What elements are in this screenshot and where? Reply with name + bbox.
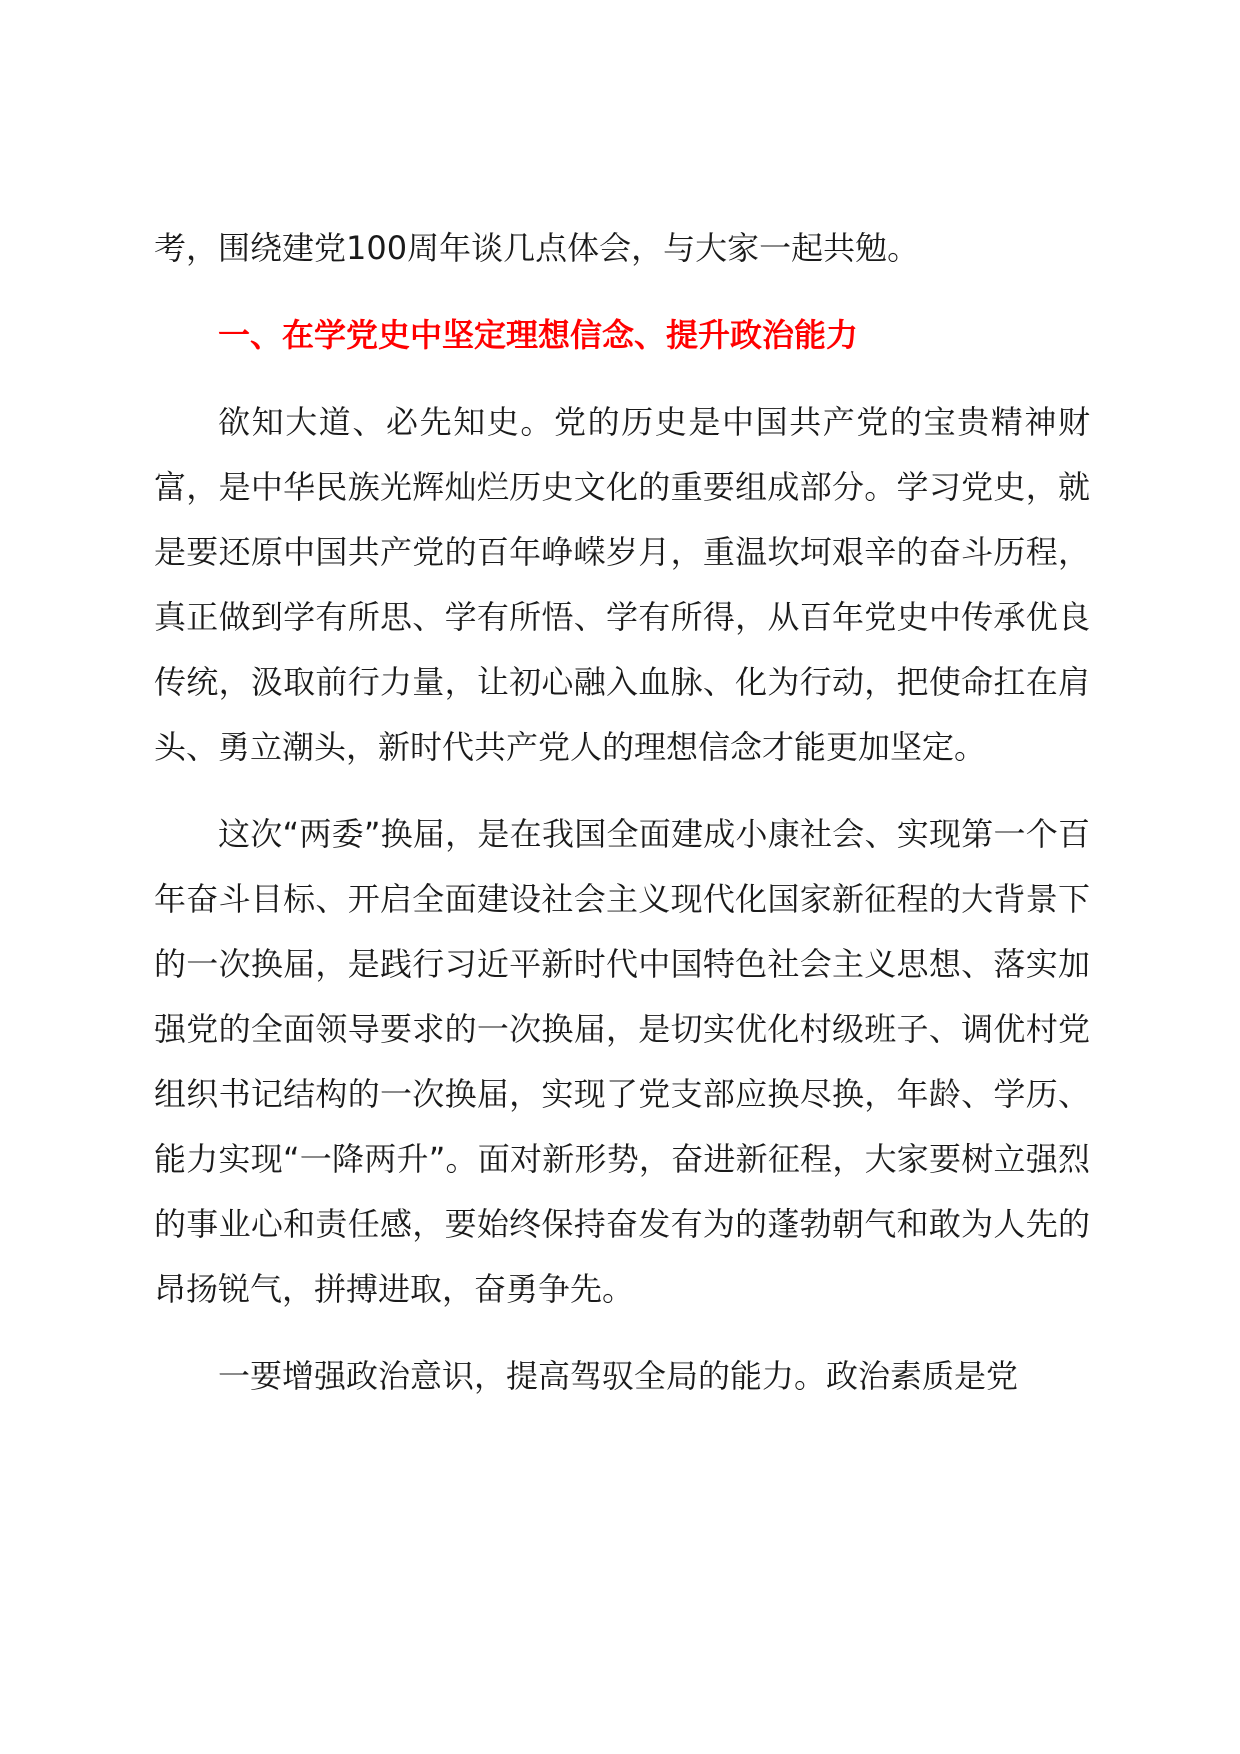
document-body	[154, 216, 1090, 1431]
body-paragraph-election: 这次“两委”换届，是在我国全面建成小康社会、实现第一个百年奋斗目标、开启全面建设社会主义现代化国家新征程的大背景下的一次换届，是践行习近平新时代中国特色社会主义思想、落实加强党的全面领导要求的一次换届，是切实优化村级班子、调优村党组织书记结构的一次换届，实现了党支部应换尽换，年龄、学历、能力实现“一降两升”。面对新形势，奋进新征程，大家要树立强烈的事业心和责任感，要始终保持奋发有为的蓬勃朝气和敢为人先的昂扬锐气，拼搏进取，奋勇争先。	[154, 815, 1090, 1308]
body-paragraph-history: 欲知大道、必先知史。党的历史是中国共产党的宝贵精神财富，是中华民族光辉灿烂历史文化的重要组成部分。学习党史，就是要还原中国共产党的百年峥嵘岁月，重温坎坷艰辛的奋斗历程，真正做到学有所思、学有所悟、学有所得，从百年党史中传承优良传统，汲取前行力量，让初心融入血脉、化为行动，把使命扛在肩头、勇立潮头，新时代共产党人的理想信念才能更加坚定。	[154, 403, 1090, 766]
section-heading: 一、在学党史中坚定理想信念、提升政治能力	[218, 316, 859, 354]
body-paragraph-political-awareness: 一要增强政治意识，提高驾驭全局的能力。政治素质是党	[218, 1357, 1019, 1395]
lead-paragraph: 考，围绕建党100周年谈几点体会，与大家一起共勉。	[154, 229, 920, 267]
